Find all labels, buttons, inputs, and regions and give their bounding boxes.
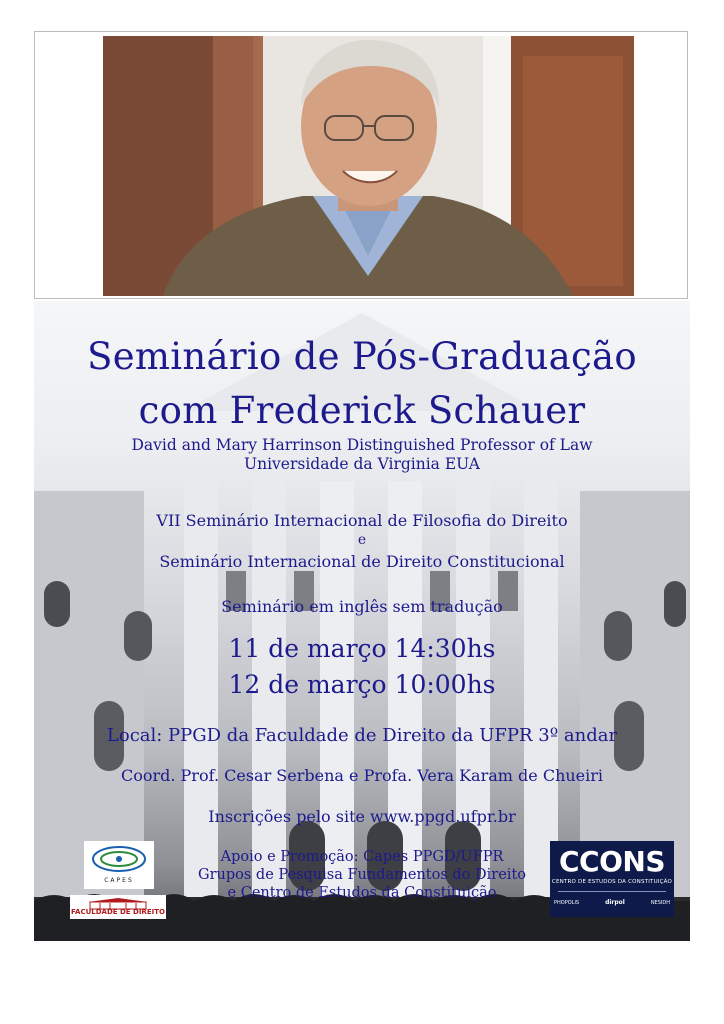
- poster-title-line-1: Seminário de Pós-Graduação: [87, 335, 637, 378]
- speaker-photo: [103, 36, 634, 296]
- ccons-logo: [550, 841, 674, 917]
- ccons-name: CCONS: [559, 845, 665, 878]
- speaker-affiliation: Universidade da Virginia EUA: [244, 455, 480, 473]
- event-poster: [34, 301, 690, 941]
- faculdade-direito-logo: [70, 895, 166, 919]
- support-line-3: e Centro de Estudos da Constituição: [227, 885, 497, 901]
- speaker-title: David and Mary Harrinson Distinguished Professor of Law: [131, 436, 593, 454]
- partner-logo-2: dirpol: [605, 899, 625, 906]
- partner-logo-1: PHOPOLIS: [554, 899, 580, 906]
- date-line-2: 12 de março 10:00hs: [228, 670, 496, 699]
- location-text: Local: PPGD da Faculdade de Direito da UFPR 3º andar: [106, 725, 618, 746]
- capes-emblem-icon: [84, 841, 154, 877]
- speaker-photo-frame: [34, 31, 688, 299]
- capes-logo: [84, 841, 154, 889]
- event-name-2: Seminário Internacional de Direito Constitucional: [159, 552, 565, 571]
- poster-title-line-2: com Frederick Schauer: [138, 389, 586, 432]
- event-name-1: VII Seminário Internacional de Filosofia do Direito: [156, 511, 568, 530]
- ccons-partners: [554, 899, 670, 906]
- ccons-subtitle: CENTRO DE ESTUDOS DA CONSTITUIÇÃO: [551, 879, 673, 885]
- support-line-2: Grupos de Pesquisa Fundamentos do Direito: [198, 867, 526, 883]
- event-connector: e: [357, 532, 367, 548]
- partner-logo-3: NESIDH: [650, 899, 670, 906]
- faculdade-label: FACULDADE DE DIREITO: [71, 908, 165, 916]
- capes-label: CAPES: [104, 877, 134, 884]
- support-line-1: Apoio e Promoção: Capes PPGD/UFPR: [220, 849, 504, 865]
- registration-text: Inscrições pelo site www.ppgd.ufpr.br: [208, 807, 516, 826]
- ccons-divider: [558, 891, 666, 892]
- date-line-1: 11 de março 14:30hs: [228, 634, 496, 663]
- speaker-photo-drawing: [103, 36, 634, 296]
- coordination-text: Coord. Prof. Cesar Serbena e Profa. Vera Karam de Chueiri: [120, 766, 604, 785]
- language-note: Seminário em inglês sem tradução: [221, 597, 503, 616]
